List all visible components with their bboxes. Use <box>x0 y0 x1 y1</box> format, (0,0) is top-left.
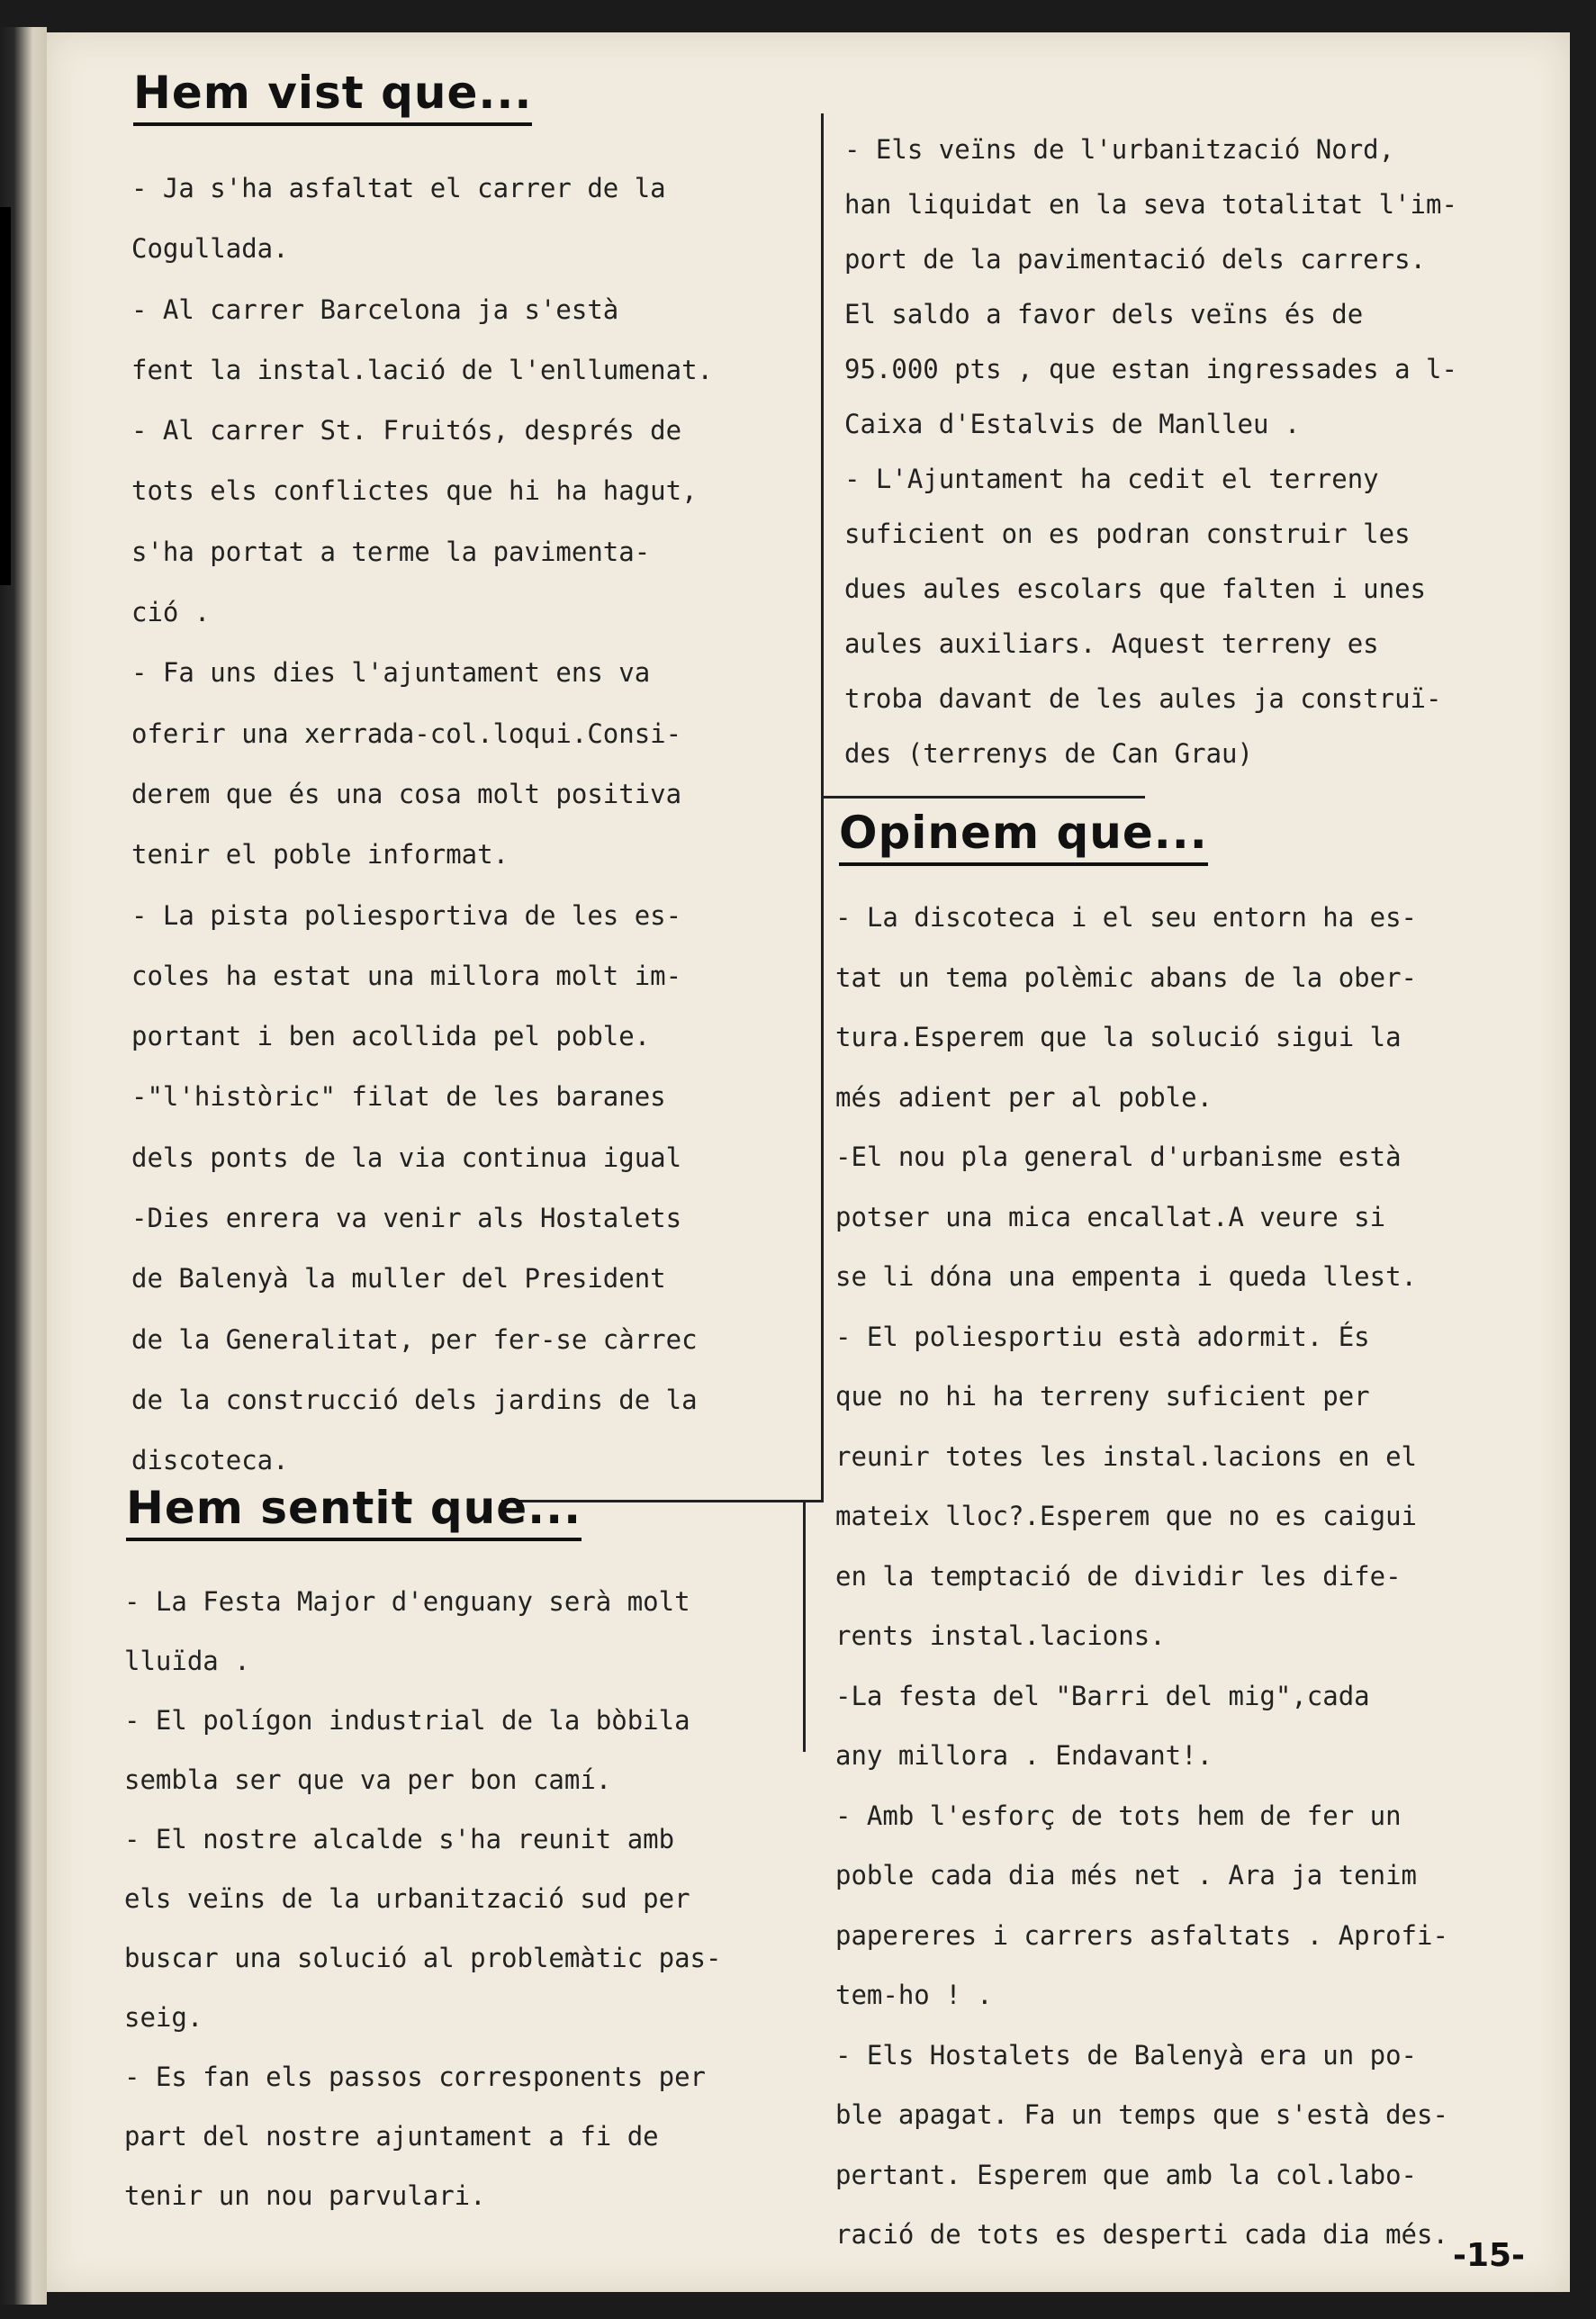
text-line: sembla ser que va per bon camí. <box>124 1764 612 1795</box>
text-line: - Al carrer St. Fruitós, després de <box>131 415 682 447</box>
text-line: tat un tema polèmic abans de la ober- <box>835 961 1418 993</box>
text-line: tenir el poble informat. <box>131 839 509 871</box>
text-line: El saldo a favor dels veïns és de <box>844 299 1364 329</box>
text-line: poble cada dia més net . Ara ja tenim <box>835 1860 1418 1890</box>
text-line: - El nostre alcalde s'ha reunit amb <box>124 1824 675 1854</box>
text-line: -El nou pla general d'urbanisme està <box>835 1141 1402 1172</box>
text-line: han liquidat en la seva totalitat l'im- <box>844 189 1457 220</box>
text-line: - La pista poliesportiva de les es- <box>131 899 682 931</box>
text-line: any millora . Endavant!. <box>835 1740 1213 1771</box>
text-line: -La festa del "Barri del mig",cada <box>835 1680 1370 1711</box>
text-line: en la temptació de dividir les dife- <box>835 1560 1402 1592</box>
paragraph <box>835 1307 1555 1666</box>
text-line: tots els conflictes que hi ha hagut, <box>131 475 698 507</box>
text-line: s'ha portat a terme la pavimenta- <box>131 536 651 567</box>
text-line: ció . <box>131 597 211 628</box>
text-line: se li dóna una empenta i queda llest. <box>835 1261 1418 1292</box>
text-line: - Els veïns de l'urbanització Nord, <box>844 134 1395 165</box>
text-line: seig. <box>124 2002 203 2033</box>
page-number: -15- <box>1453 2237 1525 2274</box>
text-line: des (terrenys de Can Grau) <box>844 738 1253 769</box>
text-line: els veïns de la urbanització sud per <box>124 1883 690 1914</box>
heading-hem-sentit: Hem sentit que... <box>126 1482 582 1541</box>
paragraph <box>131 158 852 280</box>
text-line: suficient on es podran construir les <box>844 519 1411 549</box>
paragraph <box>124 1691 844 1809</box>
text-line: dues aules escolars que falten i unes <box>844 573 1427 604</box>
magazine-page <box>47 32 1570 2292</box>
column-opinem <box>835 888 1555 2265</box>
text-line: de Balenyà la muller del President <box>131 1263 666 1295</box>
text-line: - El poliesportiu està adormit. És <box>835 1321 1370 1352</box>
text-line: - Al carrer Barcelona ja s'està <box>131 293 619 325</box>
text-line: de la construcció dels jardins de la <box>131 1384 698 1415</box>
text-line: pertant. Esperem que amb la col.labo- <box>835 2159 1418 2190</box>
text-line: - El polígon industrial de la bòbila <box>124 1705 690 1736</box>
text-line: troba davant de les aules ja construï- <box>844 683 1442 714</box>
divider-right-h <box>821 796 1145 799</box>
text-line: fent la instal.lació de l'enllumenat. <box>131 354 714 385</box>
text-line: - La Festa Major d'enguany serà molt <box>124 1586 690 1617</box>
paragraph <box>835 2026 1555 2265</box>
text-line: buscar una solució al problemàtic pas- <box>124 1943 722 1973</box>
text-line: -Dies enrera va venir als Hostalets <box>131 1203 682 1234</box>
text-line: - Fa uns dies l'ajuntament ens va <box>131 657 651 689</box>
text-line: tura.Esperem que la solució sigui la <box>835 1022 1402 1052</box>
text-line: derem que és una cosa molt positiva <box>131 778 682 809</box>
text-line: papereres i carrers asfaltats . Aprofi- <box>835 1919 1448 1951</box>
paragraph <box>124 1809 844 2047</box>
text-line: reunir totes les instal.lacions en el <box>835 1440 1418 1472</box>
text-line: Caixa d'Estalvis de Manlleu . <box>844 409 1301 439</box>
paragraph <box>835 1666 1555 1786</box>
text-line: -"l'històric" filat de les baranes <box>131 1081 666 1113</box>
text-line: discoteca. <box>131 1445 289 1476</box>
text-line: tem-ho ! . <box>835 1980 993 2010</box>
text-line: ble apagat. Fa un temps que s'està des- <box>835 2099 1448 2130</box>
paragraph <box>844 122 1564 452</box>
column-divider-upper <box>821 113 824 1500</box>
paragraph <box>124 1572 844 1691</box>
text-line: - Ja s'ha asfaltat el carrer de la <box>131 173 666 203</box>
text-line: lluïda . <box>124 1646 250 1676</box>
paragraph <box>835 1786 1555 2026</box>
column-right-top <box>844 122 1564 781</box>
paragraph <box>844 452 1564 781</box>
heading-opinem: Opinem que... <box>839 807 1208 866</box>
text-line: rents instal.lacions. <box>835 1620 1166 1651</box>
text-line: port de la pavimentació dels carrers. <box>844 244 1427 275</box>
text-line: aules auxiliars. Aquest terreny es <box>844 628 1379 659</box>
paragraph <box>124 2047 844 2225</box>
text-line: part del nostre ajuntament a fi de <box>124 2121 659 2152</box>
paragraph <box>131 643 852 885</box>
text-line: 95.000 pts , que estan ingressades a l- <box>844 354 1457 384</box>
text-line: portant i ben acollida pel poble. <box>131 1021 651 1052</box>
paragraph <box>131 886 852 1492</box>
column-hem-sentit <box>124 1572 844 2225</box>
text-line: - Els Hostalets de Balenyà era un po- <box>835 2039 1418 2071</box>
text-line: - Amb l'esforç de tots hem de fer un <box>835 1800 1402 1831</box>
text-line: oferir una xerrada-col.loqui.Consi- <box>131 717 682 749</box>
text-line: tenir un nou parvulari. <box>124 2180 486 2211</box>
text-line: de la Generalitat, per fer-se càrrec <box>131 1323 698 1355</box>
text-line: - La discoteca i el seu entorn ha es- <box>835 902 1418 933</box>
text-line: dels ponts de la via continua igual <box>131 1141 682 1173</box>
paragraph <box>131 401 852 643</box>
text-line: - L'Ajuntament ha cedit el terreny <box>844 464 1379 494</box>
paragraph <box>131 280 852 402</box>
column-hem-vist <box>131 158 852 1492</box>
text-line: coles ha estat una millora molt im- <box>131 960 682 991</box>
text-line: que no hi ha terreny suficient per <box>835 1381 1370 1412</box>
paragraph <box>835 1127 1555 1307</box>
text-line: ració de tots es desperti cada dia més. <box>835 2219 1448 2250</box>
binding-shadow <box>0 207 11 585</box>
heading-hem-vist: Hem vist que... <box>133 67 532 126</box>
text-line: - Es fan els passos corresponents per <box>124 2062 707 2092</box>
text-line: Cogullada. <box>131 233 289 265</box>
text-line: mateix lloc?.Esperem que no es caigui <box>835 1501 1418 1531</box>
paragraph <box>835 888 1555 1127</box>
text-line: potser una mica encallat.A veure si <box>835 1201 1386 1232</box>
text-line: més adient per al poble. <box>835 1081 1213 1113</box>
